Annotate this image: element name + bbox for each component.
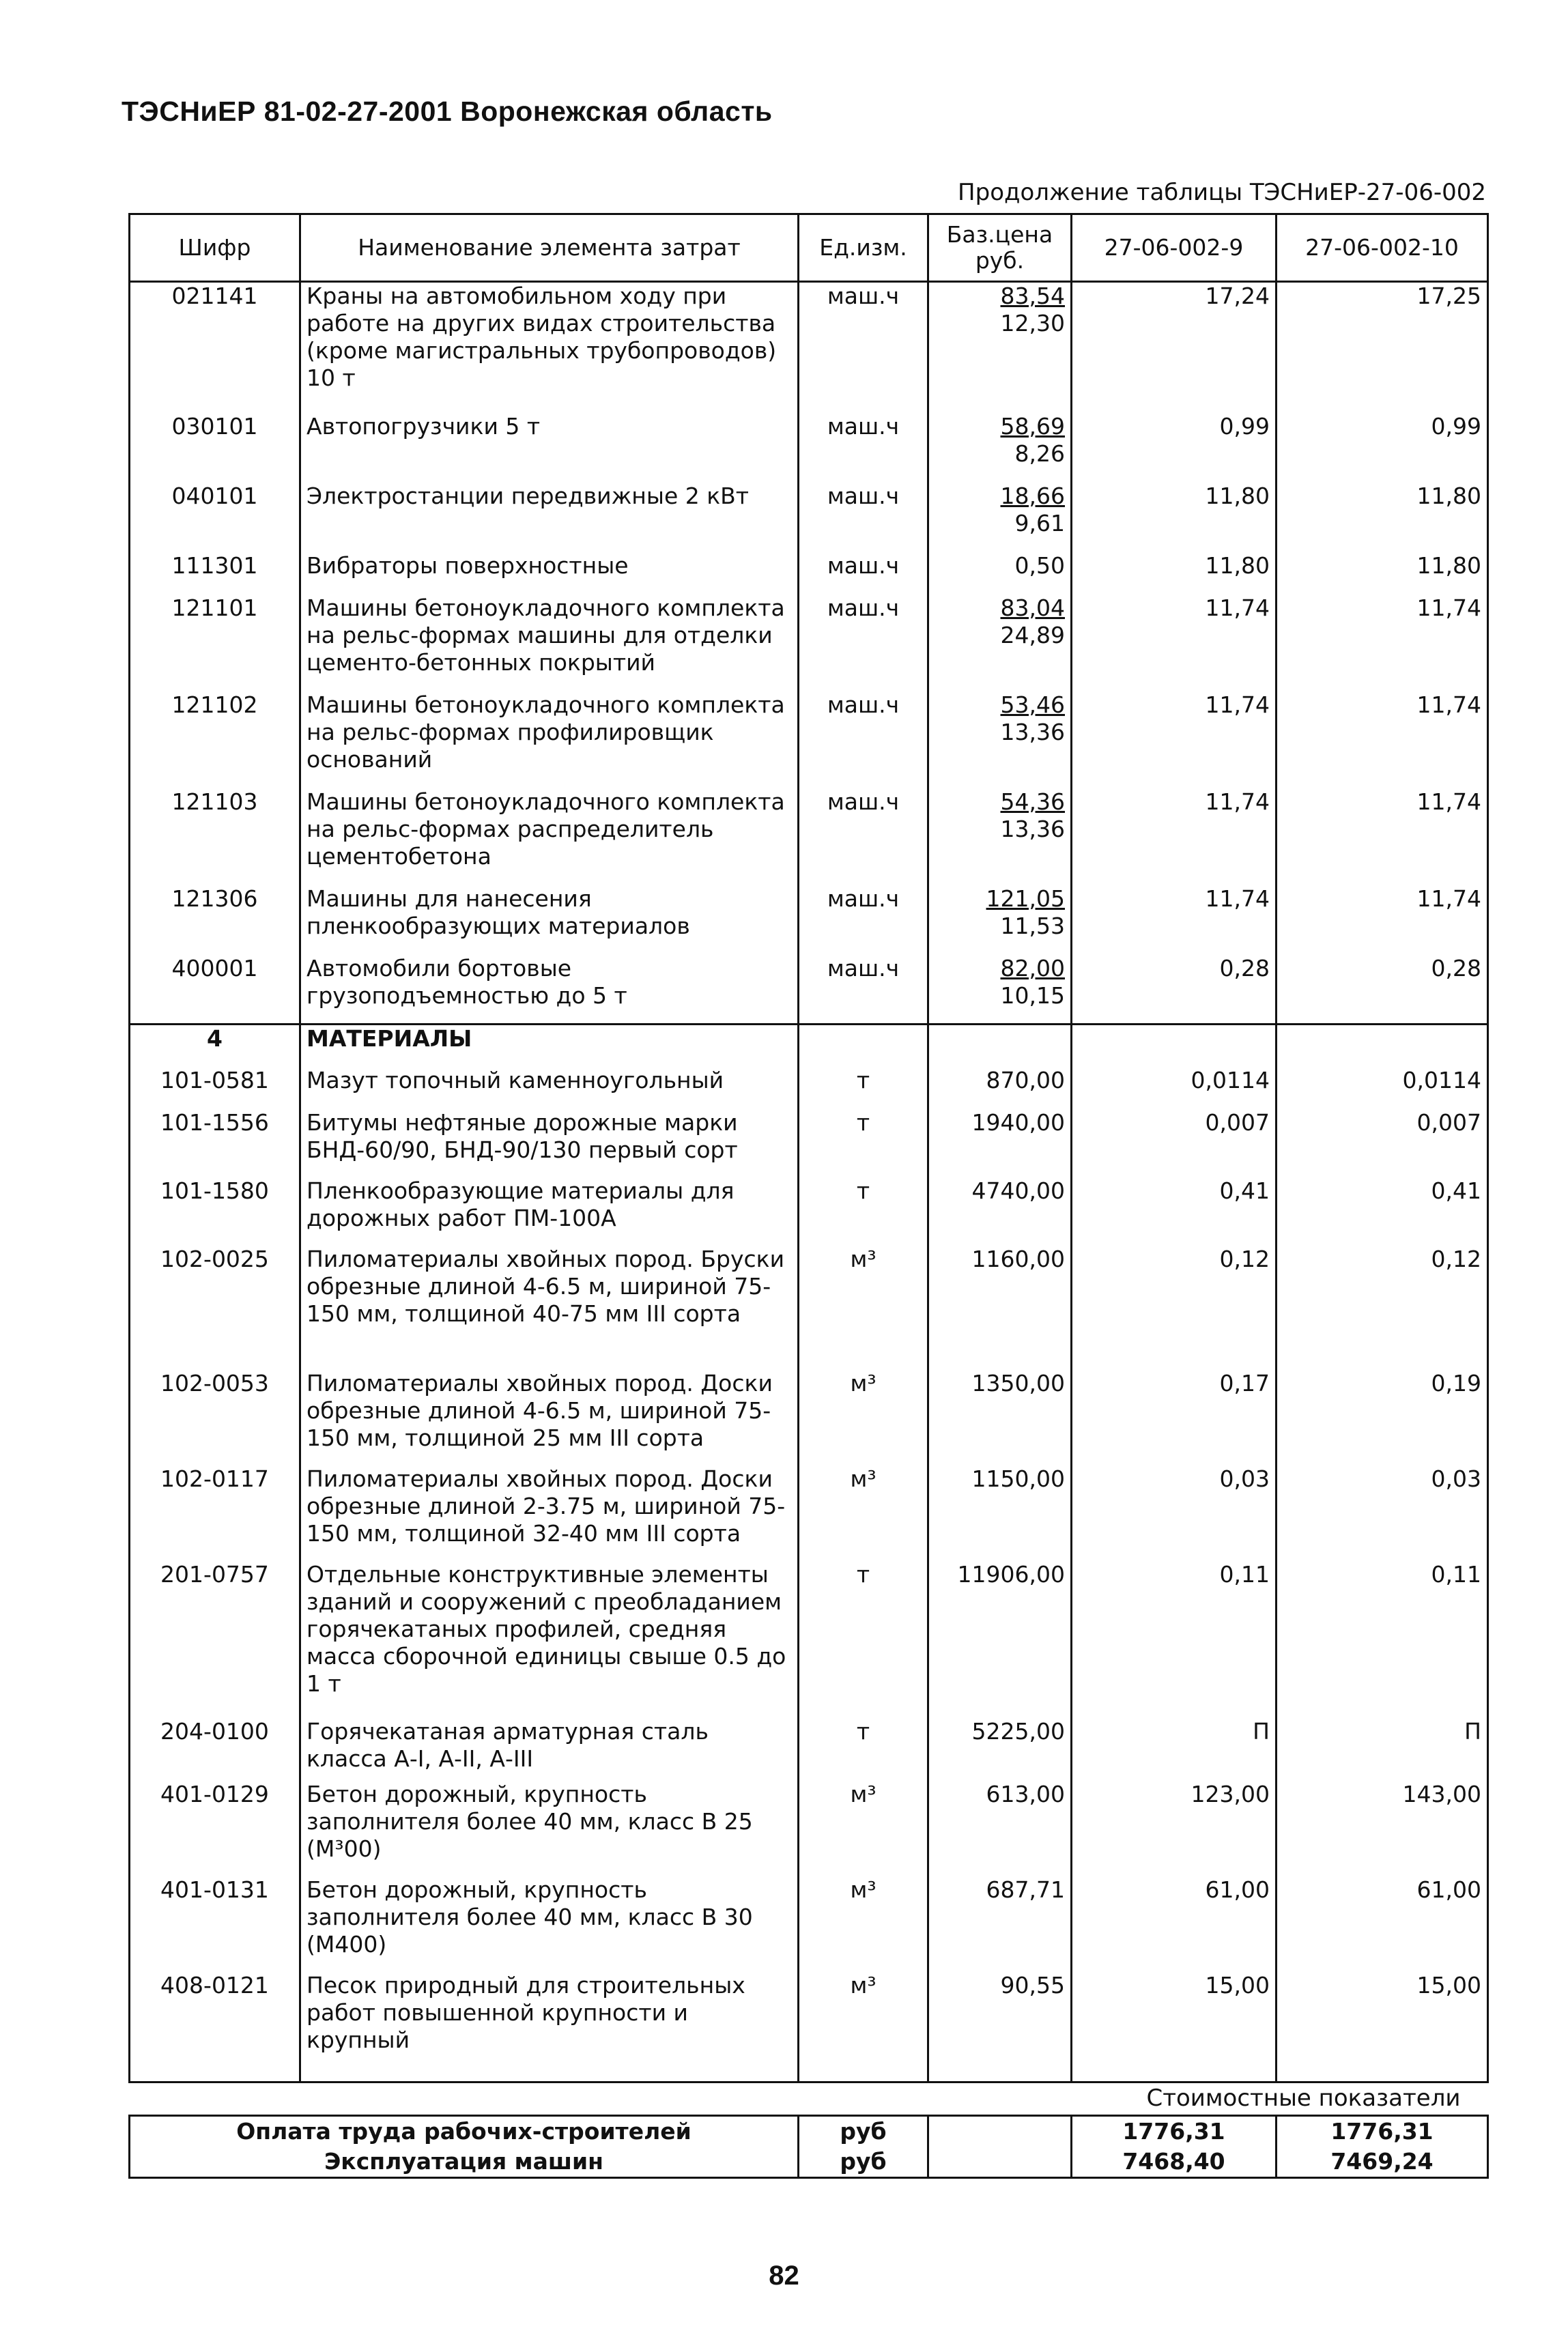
row-value-col2: 0,11	[1277, 1561, 1488, 1718]
table-row	[130, 955, 1488, 1025]
row-value-col1: 0,007	[1072, 1109, 1277, 1177]
row-unit: маш.ч	[799, 552, 928, 595]
price-value: 0,50	[1014, 552, 1065, 579]
row-price	[928, 483, 1072, 552]
row-value-col1: 0,11	[1072, 1561, 1277, 1718]
row-value-col2: 0,03	[1277, 1465, 1488, 1561]
price-value: 54,36	[1000, 788, 1065, 815]
row-code: 102-0025	[130, 1246, 300, 1370]
row-unit: м³	[799, 1781, 928, 1876]
row-price	[928, 282, 1072, 413]
row-code: 204-0100	[130, 1718, 300, 1781]
row-unit: маш.ч	[799, 595, 928, 691]
row-name: Машины бетоноукладочного комплекта на рельс-формах распределитель цементобетона	[300, 788, 799, 885]
row-price: 90,55	[928, 1972, 1072, 2082]
header-name: Наименование элемента затрат	[300, 214, 799, 282]
row-value-col1: 0,41	[1072, 1177, 1277, 1246]
row-name: Бетон дорожный, крупность заполнителя более 40 мм, класс В 30 (М400)	[300, 1876, 799, 1972]
row-value-col2: П	[1277, 1718, 1488, 1781]
row-value-col1: 0,28	[1072, 955, 1277, 1025]
row-value-col2: 0,12	[1277, 1246, 1488, 1370]
row-unit: м³	[799, 1876, 928, 1972]
row-price	[928, 885, 1072, 955]
price-wage-value: 13,36	[1000, 815, 1065, 842]
row-unit: т	[799, 1561, 928, 1718]
row-value-col1: 0,12	[1072, 1246, 1277, 1370]
row-value-col2: 17,25	[1277, 282, 1488, 413]
row-price: 1940,00	[928, 1109, 1072, 1177]
cost-caption-row	[130, 2082, 1488, 2116]
row-price	[928, 691, 1072, 788]
document-title: ТЭСНиЕР 81-02-27-2001 Воронежская область	[122, 96, 773, 127]
row-name: Пиломатериалы хвойных пород. Доски обрезные длиной 2-3.75 м, шириной 75-150 мм, толщиной 32-40 мм III сорта	[300, 1465, 799, 1561]
row-unit: м³	[799, 1246, 928, 1370]
table-row	[130, 691, 1488, 788]
price-wage-value: 8,26	[1014, 440, 1065, 467]
row-price	[928, 955, 1072, 1025]
row-value-col2: 0,0114	[1277, 1067, 1488, 1109]
row-unit: маш.ч	[799, 282, 928, 413]
empty-cell	[1072, 1025, 1277, 1067]
totals-value-col2: 7469,24	[1277, 2147, 1488, 2178]
row-value-col2: 0,41	[1277, 1177, 1488, 1246]
row-value-col1: 15,00	[1072, 1972, 1277, 2082]
row-name: Электростанции передвижные 2 кВт	[300, 483, 799, 552]
row-price	[928, 413, 1072, 483]
row-unit: т	[799, 1177, 928, 1246]
price-wage-value: 10,15	[1000, 982, 1065, 1009]
row-name: Отдельные конструктивные элементы зданий и сооружений с преобладанием горячекатаных профилей, средняя масса сборочной единицы свыше 0.5 до 1 т	[300, 1561, 799, 1718]
empty-cell	[928, 2147, 1072, 2178]
row-value-col2: 0,19	[1277, 1370, 1488, 1465]
row-value-col1: 17,24	[1072, 282, 1277, 413]
price-wage-value: 9,61	[1014, 509, 1065, 536]
price-value: 83,54	[1000, 283, 1065, 309]
row-code: 401-0131	[130, 1876, 300, 1972]
row-value-col1: П	[1072, 1718, 1277, 1781]
row-unit: маш.ч	[799, 413, 928, 483]
table-row	[130, 483, 1488, 552]
row-code: 111301	[130, 552, 300, 595]
row-name: Пленкообразующие материалы для дорожных работ ПМ-100А	[300, 1177, 799, 1246]
resource-table	[128, 213, 1489, 2083]
table-row	[130, 1718, 1488, 1781]
row-name: Машины бетоноукладочного комплекта на рельс-формах профилировщик оснований	[300, 691, 799, 788]
row-value-col2: 11,80	[1277, 552, 1488, 595]
row-name: Мазут топочный каменноугольный	[300, 1067, 799, 1109]
row-unit: м³	[799, 1465, 928, 1561]
table-row	[130, 1465, 1488, 1561]
totals-label: Оплата труда рабочих-строителей	[130, 2116, 799, 2147]
row-code: 102-0117	[130, 1465, 300, 1561]
row-value-col2: 61,00	[1277, 1876, 1488, 1972]
row-price: 4740,00	[928, 1177, 1072, 1246]
price-value: 53,46	[1000, 691, 1065, 718]
table-row	[130, 282, 1488, 413]
header-price: Баз.цена руб.	[928, 214, 1072, 282]
row-code: 121101	[130, 595, 300, 691]
row-unit: м³	[799, 1370, 928, 1465]
price-value: 18,66	[1000, 482, 1065, 509]
section-code: 4	[130, 1025, 300, 1067]
table-row	[130, 1972, 1488, 2082]
empty-cell	[928, 2116, 1072, 2147]
row-code: 400001	[130, 955, 300, 1025]
empty-cell	[1277, 1025, 1488, 1067]
row-unit: маш.ч	[799, 691, 928, 788]
table-row	[130, 413, 1488, 483]
row-value-col2: 11,74	[1277, 691, 1488, 788]
row-name: Краны на автомобильном ходу при работе на других видах строительства (кроме магистральных трубопроводов) 10 т	[300, 282, 799, 413]
row-code: 101-0581	[130, 1067, 300, 1109]
empty-cell	[928, 1025, 1072, 1067]
row-unit: маш.ч	[799, 788, 928, 885]
table-row	[130, 1370, 1488, 1465]
row-name: Пиломатериалы хвойных пород. Бруски обрезные длиной 4-6.5 м, шириной 75-150 мм, толщиной 40-75 мм III сорта	[300, 1246, 799, 1370]
price-value: 58,69	[1000, 412, 1065, 440]
row-code: 121103	[130, 788, 300, 885]
price-value: 121,05	[986, 885, 1065, 912]
price-wage-value: 24,89	[1000, 621, 1065, 648]
price-value: 83,04	[1000, 594, 1065, 621]
row-unit: маш.ч	[799, 483, 928, 552]
row-code: 030101	[130, 413, 300, 483]
row-value-col1: 0,0114	[1072, 1067, 1277, 1109]
table-row	[130, 1246, 1488, 1370]
totals-label: Эксплуатация машин	[130, 2147, 799, 2178]
totals-value-col1: 7468,40	[1072, 2147, 1277, 2178]
row-value-col1: 0,17	[1072, 1370, 1277, 1465]
section-title: МАТЕРИАЛЫ	[300, 1025, 799, 1067]
empty-cell	[799, 1025, 928, 1067]
row-price: 1150,00	[928, 1465, 1072, 1561]
row-unit: т	[799, 1109, 928, 1177]
header-col2: 27-06-002-10	[1277, 214, 1488, 282]
table-row	[130, 1177, 1488, 1246]
page-number: 82	[769, 2261, 799, 2291]
table-row	[130, 1876, 1488, 1972]
row-code: 121102	[130, 691, 300, 788]
row-unit: т	[799, 1067, 928, 1109]
section-header-row	[130, 1025, 1488, 1067]
table-row	[130, 595, 1488, 691]
row-value-col2: 11,74	[1277, 885, 1488, 955]
row-unit: маш.ч	[799, 885, 928, 955]
row-code: 101-1556	[130, 1109, 300, 1177]
row-price	[928, 595, 1072, 691]
row-name: Машины бетоноукладочного комплекта на рельс-формах машины для отделки цементо-бетонных покрытий	[300, 595, 799, 691]
row-price: 870,00	[928, 1067, 1072, 1109]
row-value-col2: 0,99	[1277, 413, 1488, 483]
row-value-col1: 0,03	[1072, 1465, 1277, 1561]
row-code: 401-0129	[130, 1781, 300, 1876]
row-value-col1: 123,00	[1072, 1781, 1277, 1876]
table-row	[130, 1109, 1488, 1177]
table-row	[130, 1781, 1488, 1876]
row-value-col2: 0,28	[1277, 955, 1488, 1025]
table-continuation-caption: Продолжение таблицы ТЭСНиЕР-27-06-002	[958, 179, 1486, 206]
table-row	[130, 1561, 1488, 1718]
row-value-col1: 11,74	[1072, 885, 1277, 955]
row-code: 101-1580	[130, 1177, 300, 1246]
row-value-col2: 11,74	[1277, 595, 1488, 691]
row-name: Битумы нефтяные дорожные марки БНД-60/90, БНД-90/130 первый сорт	[300, 1109, 799, 1177]
row-value-col1: 61,00	[1072, 1876, 1277, 1972]
row-value-col1: 11,74	[1072, 788, 1277, 885]
totals-row	[130, 2147, 1488, 2178]
row-code: 040101	[130, 483, 300, 552]
row-unit: м³	[799, 1972, 928, 2082]
row-code: 102-0053	[130, 1370, 300, 1465]
row-code: 201-0757	[130, 1561, 300, 1718]
row-name: Пиломатериалы хвойных пород. Доски обрезные длиной 4-6.5 м, шириной 75-150 мм, толщиной 25 мм III сорта	[300, 1370, 799, 1465]
row-code: 021141	[130, 282, 300, 413]
table-row	[130, 788, 1488, 885]
row-price: 687,71	[928, 1876, 1072, 1972]
table-header-row	[130, 214, 1488, 282]
header-unit: Ед.изм.	[799, 214, 928, 282]
row-price: 1350,00	[928, 1370, 1072, 1465]
row-price	[928, 788, 1072, 885]
row-price: 11906,00	[928, 1561, 1072, 1718]
price-wage-value: 11,53	[1000, 912, 1065, 939]
row-price	[928, 552, 1072, 595]
price-wage-value: 12,30	[1000, 310, 1065, 337]
row-name: Машины для нанесения пленкообразующих материалов	[300, 885, 799, 955]
row-value-col1: 11,80	[1072, 552, 1277, 595]
header-code: Шифр	[130, 214, 300, 282]
row-code: 121306	[130, 885, 300, 955]
totals-unit: руб	[799, 2116, 928, 2147]
price-wage-value: 13,36	[1000, 718, 1065, 745]
table-row	[130, 885, 1488, 955]
row-name: Песок природный для строительных работ повышенной крупности и крупный	[300, 1972, 799, 2082]
row-value-col2: 0,007	[1277, 1109, 1488, 1177]
header-col1: 27-06-002-9	[1072, 214, 1277, 282]
row-value-col1: 0,99	[1072, 413, 1277, 483]
row-unit: маш.ч	[799, 955, 928, 1025]
row-value-col2: 143,00	[1277, 1781, 1488, 1876]
cost-indicators-caption: Стоимостные показатели	[130, 2082, 1488, 2116]
totals-row	[130, 2116, 1488, 2147]
totals-value-col2: 1776,31	[1277, 2116, 1488, 2147]
row-price: 613,00	[928, 1781, 1072, 1876]
row-value-col1: 11,74	[1072, 595, 1277, 691]
totals-unit: руб	[799, 2147, 928, 2178]
row-value-col2: 15,00	[1277, 1972, 1488, 2082]
cost-indicators-table	[128, 2082, 1489, 2179]
row-value-col1: 11,80	[1072, 483, 1277, 552]
row-name: Бетон дорожный, крупность заполнителя более 40 мм, класс В 25 (М³00)	[300, 1781, 799, 1876]
table-row	[130, 552, 1488, 595]
price-value: 82,00	[1000, 954, 1065, 982]
row-value-col2: 11,80	[1277, 483, 1488, 552]
row-value-col2: 11,74	[1277, 788, 1488, 885]
row-price: 1160,00	[928, 1246, 1072, 1370]
row-name: Автомобили бортовые грузоподъемностью до 5 т	[300, 955, 799, 1025]
row-value-col1: 11,74	[1072, 691, 1277, 788]
totals-value-col1: 1776,31	[1072, 2116, 1277, 2147]
row-code: 408-0121	[130, 1972, 300, 2082]
row-name: Горячекатаная арматурная сталь класса А-I, А-II, А-III	[300, 1718, 799, 1781]
row-unit: т	[799, 1718, 928, 1781]
row-name: Вибраторы поверхностные	[300, 552, 799, 595]
row-name: Автопогрузчики 5 т	[300, 413, 799, 483]
row-price: 5225,00	[928, 1718, 1072, 1781]
table-row	[130, 1067, 1488, 1109]
